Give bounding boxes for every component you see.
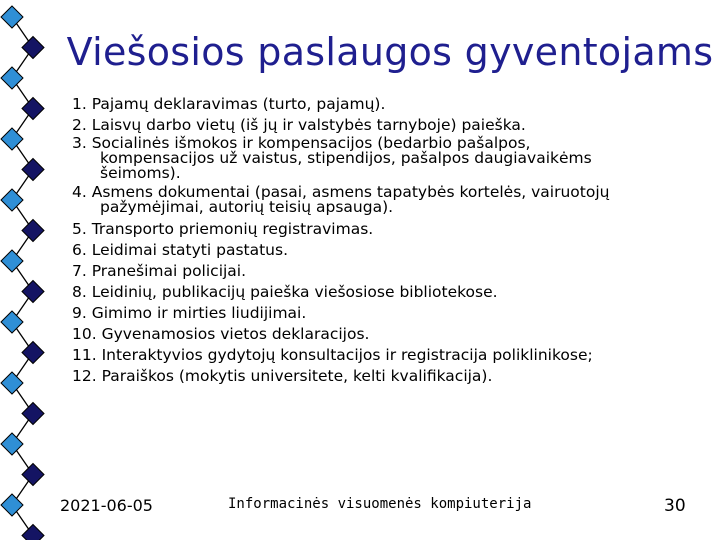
chain-diamond [22, 98, 44, 120]
chain-diamond [1, 128, 23, 150]
list-item: 1. Pajamų deklaravimas (turto, pajamų). [72, 95, 386, 113]
slide-title: Viešosios paslaugos gyventojams [66, 30, 714, 74]
list-item: 9. Gimimo ir mirties liudijimai. [72, 304, 307, 322]
decorative-diamond-chain [0, 0, 60, 540]
list-item: 7. Pranešimai policijai. [72, 262, 247, 280]
list-item: 5. Transporto priemonių registravimas. [72, 220, 374, 238]
list-item: 11. Interaktyvios gydytojų konsultacijos ir registracija poliklinikose; [72, 346, 593, 364]
chain-diamond [1, 494, 23, 516]
list-item: 8. Leidinių, publikacijų paieška viešosiose bibliotekose. [72, 283, 498, 301]
chain-diamond [22, 403, 44, 425]
list-item: 2. Laisvų darbo vietų (iš jų ir valstybės tarnyboje) paieška. [72, 116, 526, 134]
list-item-line: šeimoms). [100, 164, 181, 182]
chain-diamond [22, 525, 44, 540]
chain-diamond [1, 250, 23, 272]
chain-diamond [1, 67, 23, 89]
chain-diamond [1, 433, 23, 455]
list-item-line: pažymėjimai, autorių teisių apsauga). [100, 198, 394, 216]
chain-diamond [22, 281, 44, 303]
chain-line [12, 17, 33, 536]
chain-diamond [1, 6, 23, 28]
list-item: 6. Leidimai statyti pastatus. [72, 241, 289, 259]
footer-date: 2021-06-05 [60, 496, 153, 515]
list-item: 10. Gyvenamosios vietos deklaracijos. [72, 325, 370, 343]
list-item-line: kompensacijos už vaistus, stipendijos, pašalpos daugiavaikėms [100, 149, 592, 167]
page-number: 30 [664, 496, 686, 516]
list-item-line: 3. Socialinės išmokos ir kompensacijos (bedarbio pašalpos, [72, 134, 531, 152]
chain-diamond [22, 464, 44, 486]
chain-diamond [22, 342, 44, 364]
chain-diamond [1, 311, 23, 333]
chain-diamond [22, 220, 44, 242]
list-item-line: 4. Asmens dokumentai (pasai, asmens tapatybės kortelės, vairuotojų [72, 183, 610, 201]
list-item [72, 185, 712, 219]
footer-title: Informacinės visuomenės kompiuterija [228, 496, 532, 512]
list-item [72, 136, 712, 185]
chain-diamond [22, 37, 44, 59]
chain-diamond [22, 159, 44, 181]
chain-diamond [1, 372, 23, 394]
chain-diamond [1, 189, 23, 211]
services-list [72, 94, 712, 387]
list-item: 12. Paraiškos (mokytis universitete, kelti kvalifikacija). [72, 367, 493, 385]
